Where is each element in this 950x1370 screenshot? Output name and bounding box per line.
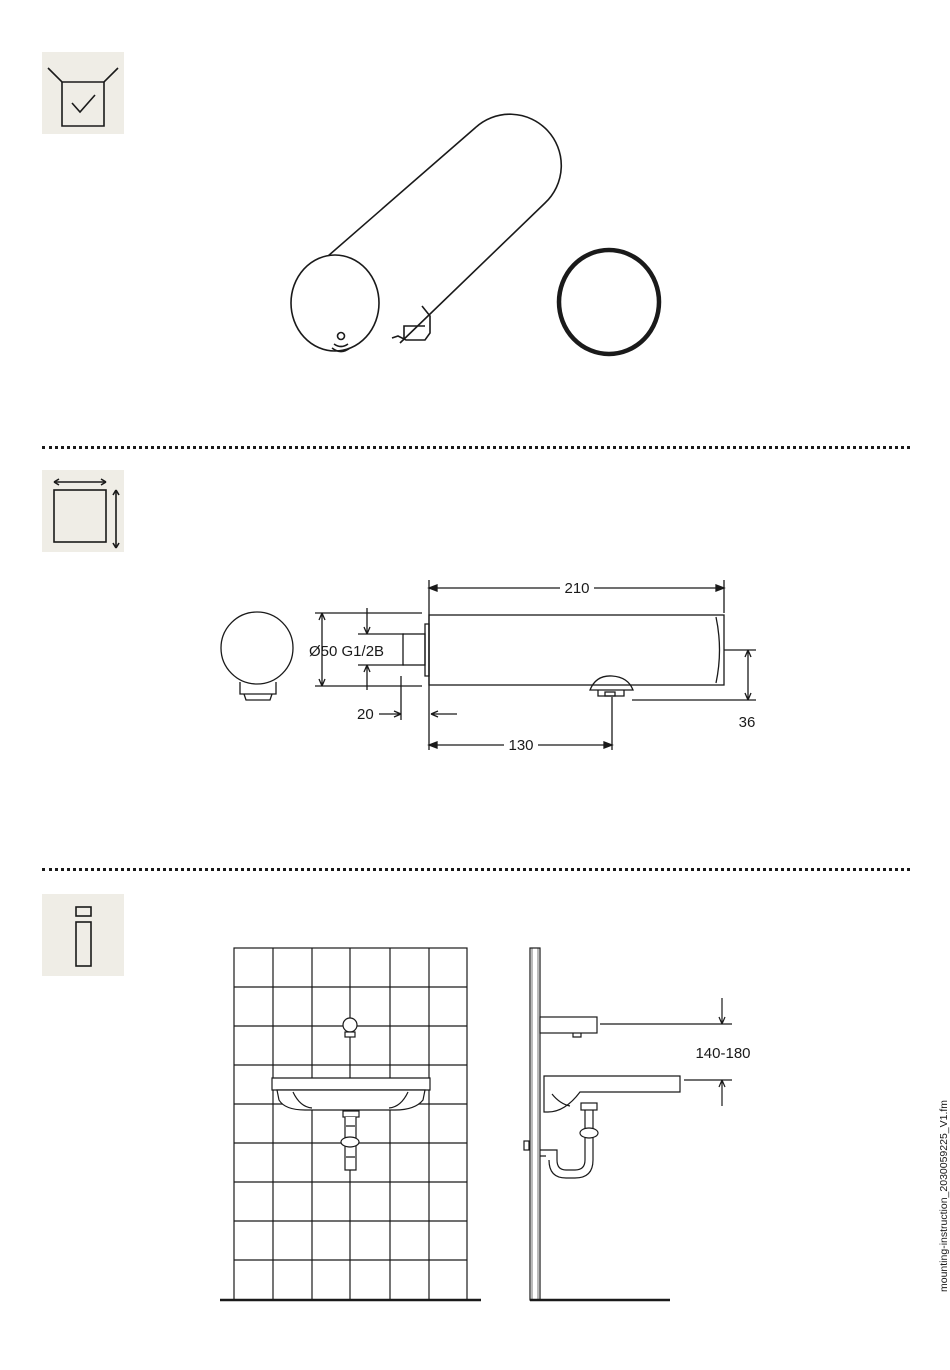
info-icon <box>42 894 124 976</box>
dimension-wall-offset-label: 20 <box>357 706 374 723</box>
installation-labels <box>520 940 780 1305</box>
installation-front-view <box>215 940 490 1305</box>
dimensions-icon <box>42 470 124 552</box>
dimension-length-label: 210 <box>564 580 590 597</box>
box-check-icon <box>42 52 124 134</box>
document-filename: mounting-instruction_2030059225_V1.fm <box>938 1099 950 1292</box>
dimension-labels <box>0 560 950 770</box>
dimension-height-label: 36 <box>738 714 756 731</box>
section-divider <box>42 446 910 449</box>
product-illustration <box>280 108 680 368</box>
spout-height-range-label: 140-180 <box>695 1045 751 1062</box>
dimension-diameter-thread-label: Ø50 G1/2B <box>309 643 385 660</box>
dimension-sensor-distance-label: 130 <box>508 737 534 754</box>
section-divider <box>42 868 910 871</box>
